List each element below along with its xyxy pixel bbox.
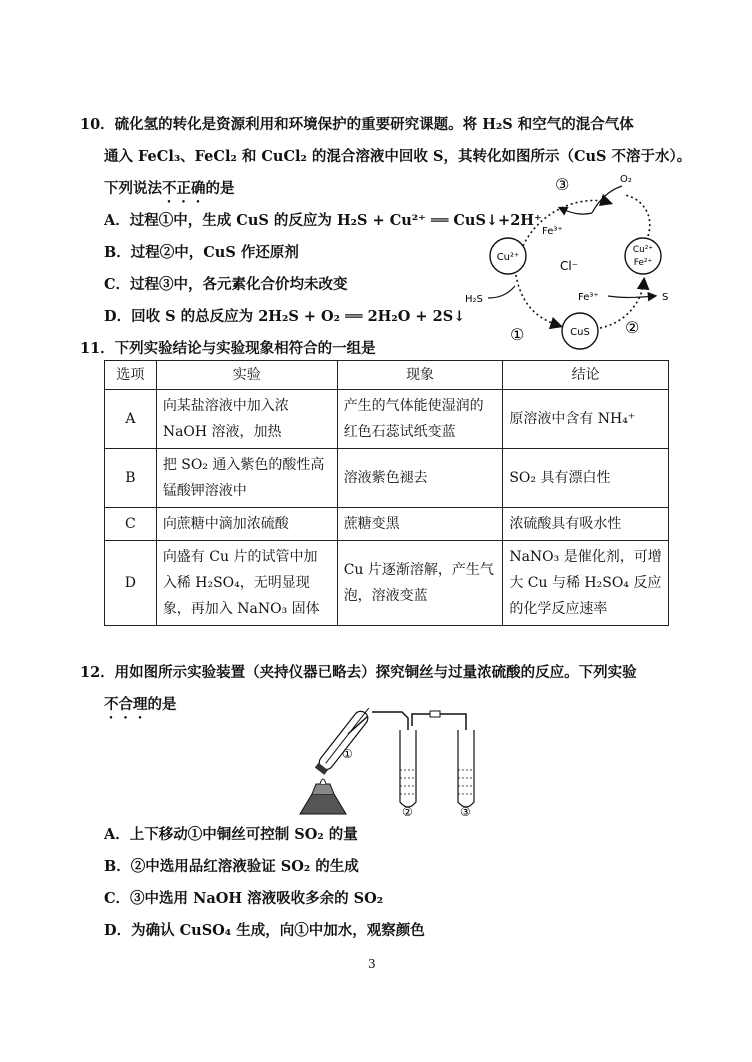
row-d-option: D	[105, 541, 157, 626]
q10-option-d: D．回收 S 的总反应为 2H₂S + O₂ ══ 2H₂O + 2S↓	[104, 308, 466, 325]
table-row	[105, 390, 669, 449]
page-number: 3	[368, 957, 376, 971]
q12-option-a: A．上下移动①中铜丝可控制 SO₂ 的量	[104, 826, 358, 843]
header-conclusion: 结论	[503, 361, 669, 390]
q10-option-c: C．过程③中，各元素化合价均未改变	[104, 276, 348, 293]
q11-table	[104, 360, 669, 626]
row-a-experiment: 向某盐溶液中加入浓 NaOH 溶液，加热	[156, 390, 337, 449]
step3-label: ③	[555, 175, 570, 194]
table-header-row	[105, 361, 669, 390]
header-experiment: 实验	[156, 361, 337, 390]
cu2-label: Cu²⁺	[496, 252, 520, 263]
label-2: ②	[402, 805, 413, 818]
q12-emphasis: 不合理	[104, 696, 148, 713]
h2s-label: H₂S	[465, 294, 483, 305]
q10-option-b: B．过程②中，CuS 作还原剂	[104, 244, 299, 261]
q12-option-b: B．②中选用品红溶液验证 SO₂ 的生成	[104, 858, 359, 875]
table-row	[105, 508, 669, 541]
row-b-phenomenon: 溶液紫色褪去	[337, 449, 503, 508]
table-row	[105, 541, 669, 626]
row-d-phenomenon: Cu 片逐渐溶解，产生气泡，溶液变蓝	[337, 541, 503, 626]
row-a-conclusion: 原溶液中含有 NH₄⁺	[503, 390, 669, 449]
q12-option-d: D．为确认 CuSO₄ 生成，向①中加水，观察颜色	[104, 922, 425, 939]
q10-option-a: A．过程①中，生成 CuS 的反应为 H₂S + Cu²⁺ ══ CuS↓+2H⁺	[104, 212, 542, 229]
row-c-conclusion: 浓硫酸具有吸水性	[503, 508, 669, 541]
q10-stem-line3: 下列说法不正确的是	[104, 180, 235, 197]
cl-label: Cl⁻	[560, 259, 579, 273]
q12-apparatus-diagram	[290, 706, 490, 818]
header-phenomenon: 现象	[337, 361, 503, 390]
row-d-conclusion: NaNO₃ 是催化剂，可增大 Cu 与稀 H₂SO₄ 反应的化学反应速率	[503, 541, 669, 626]
step1-label: ①	[510, 325, 525, 344]
o2-label: O₂	[620, 174, 632, 185]
q12-option-c: C．③中选用 NaOH 溶液吸收多余的 SO₂	[104, 890, 384, 907]
fe3-right-label: Fe³⁺	[578, 292, 599, 303]
row-d-experiment: 向盛有 Cu 片的试管中加入稀 H₂SO₄，无明显现象，再加入 NaNO₃ 固体	[156, 541, 337, 626]
q10-cycle-diagram	[460, 168, 680, 353]
cu-fe-label-top: Cu²⁺	[632, 245, 654, 255]
q12-stem-line1: 12．用如图所示实验装置（夹持仪器已略去）探究铜丝与过量浓硫酸的反应。下列实验	[80, 664, 637, 681]
step2-label: ②	[625, 318, 640, 337]
q11-stem: 11．下列实验结论与实验现象相符合的一组是	[80, 340, 376, 357]
cus-label: CuS	[570, 327, 590, 338]
q10-stem-line2: 通入 FeCl₃、FeCl₂ 和 CuCl₂ 的混合溶液中回收 S，其转化如图所示（CuS 不溶于水）。	[104, 148, 692, 165]
header-option: 选项	[105, 361, 157, 390]
q10-emphasis: 不正确	[162, 180, 206, 197]
fe3-top-label: Fe³⁺	[542, 226, 563, 237]
label-3: ③	[460, 805, 471, 818]
row-b-experiment: 把 SO₂ 通入紫色的酸性高锰酸钾溶液中	[156, 449, 337, 508]
row-a-option: A	[105, 390, 157, 449]
row-c-option: C	[105, 508, 157, 541]
row-b-option: B	[105, 449, 157, 508]
s-label: S	[662, 292, 669, 303]
cu-fe-circle	[625, 238, 661, 274]
row-b-conclusion: SO₂ 具有漂白性	[503, 449, 669, 508]
table-row	[105, 449, 669, 508]
q12-stem-line2: 不合理的是	[104, 696, 177, 713]
row-a-phenomenon: 产生的气体能使湿润的红色石蕊试纸变蓝	[337, 390, 503, 449]
cu-fe-label-bottom: Fe²⁺	[633, 258, 653, 268]
row-c-phenomenon: 蔗糖变黑	[337, 508, 503, 541]
label-1: ①	[342, 747, 353, 761]
row-c-experiment: 向蔗糖中滴加浓硫酸	[156, 508, 337, 541]
q10-stem-line1: 10．硫化氢的转化是资源利用和环境保护的重要研究课题。将 H₂S 和空气的混合气体	[80, 116, 634, 133]
